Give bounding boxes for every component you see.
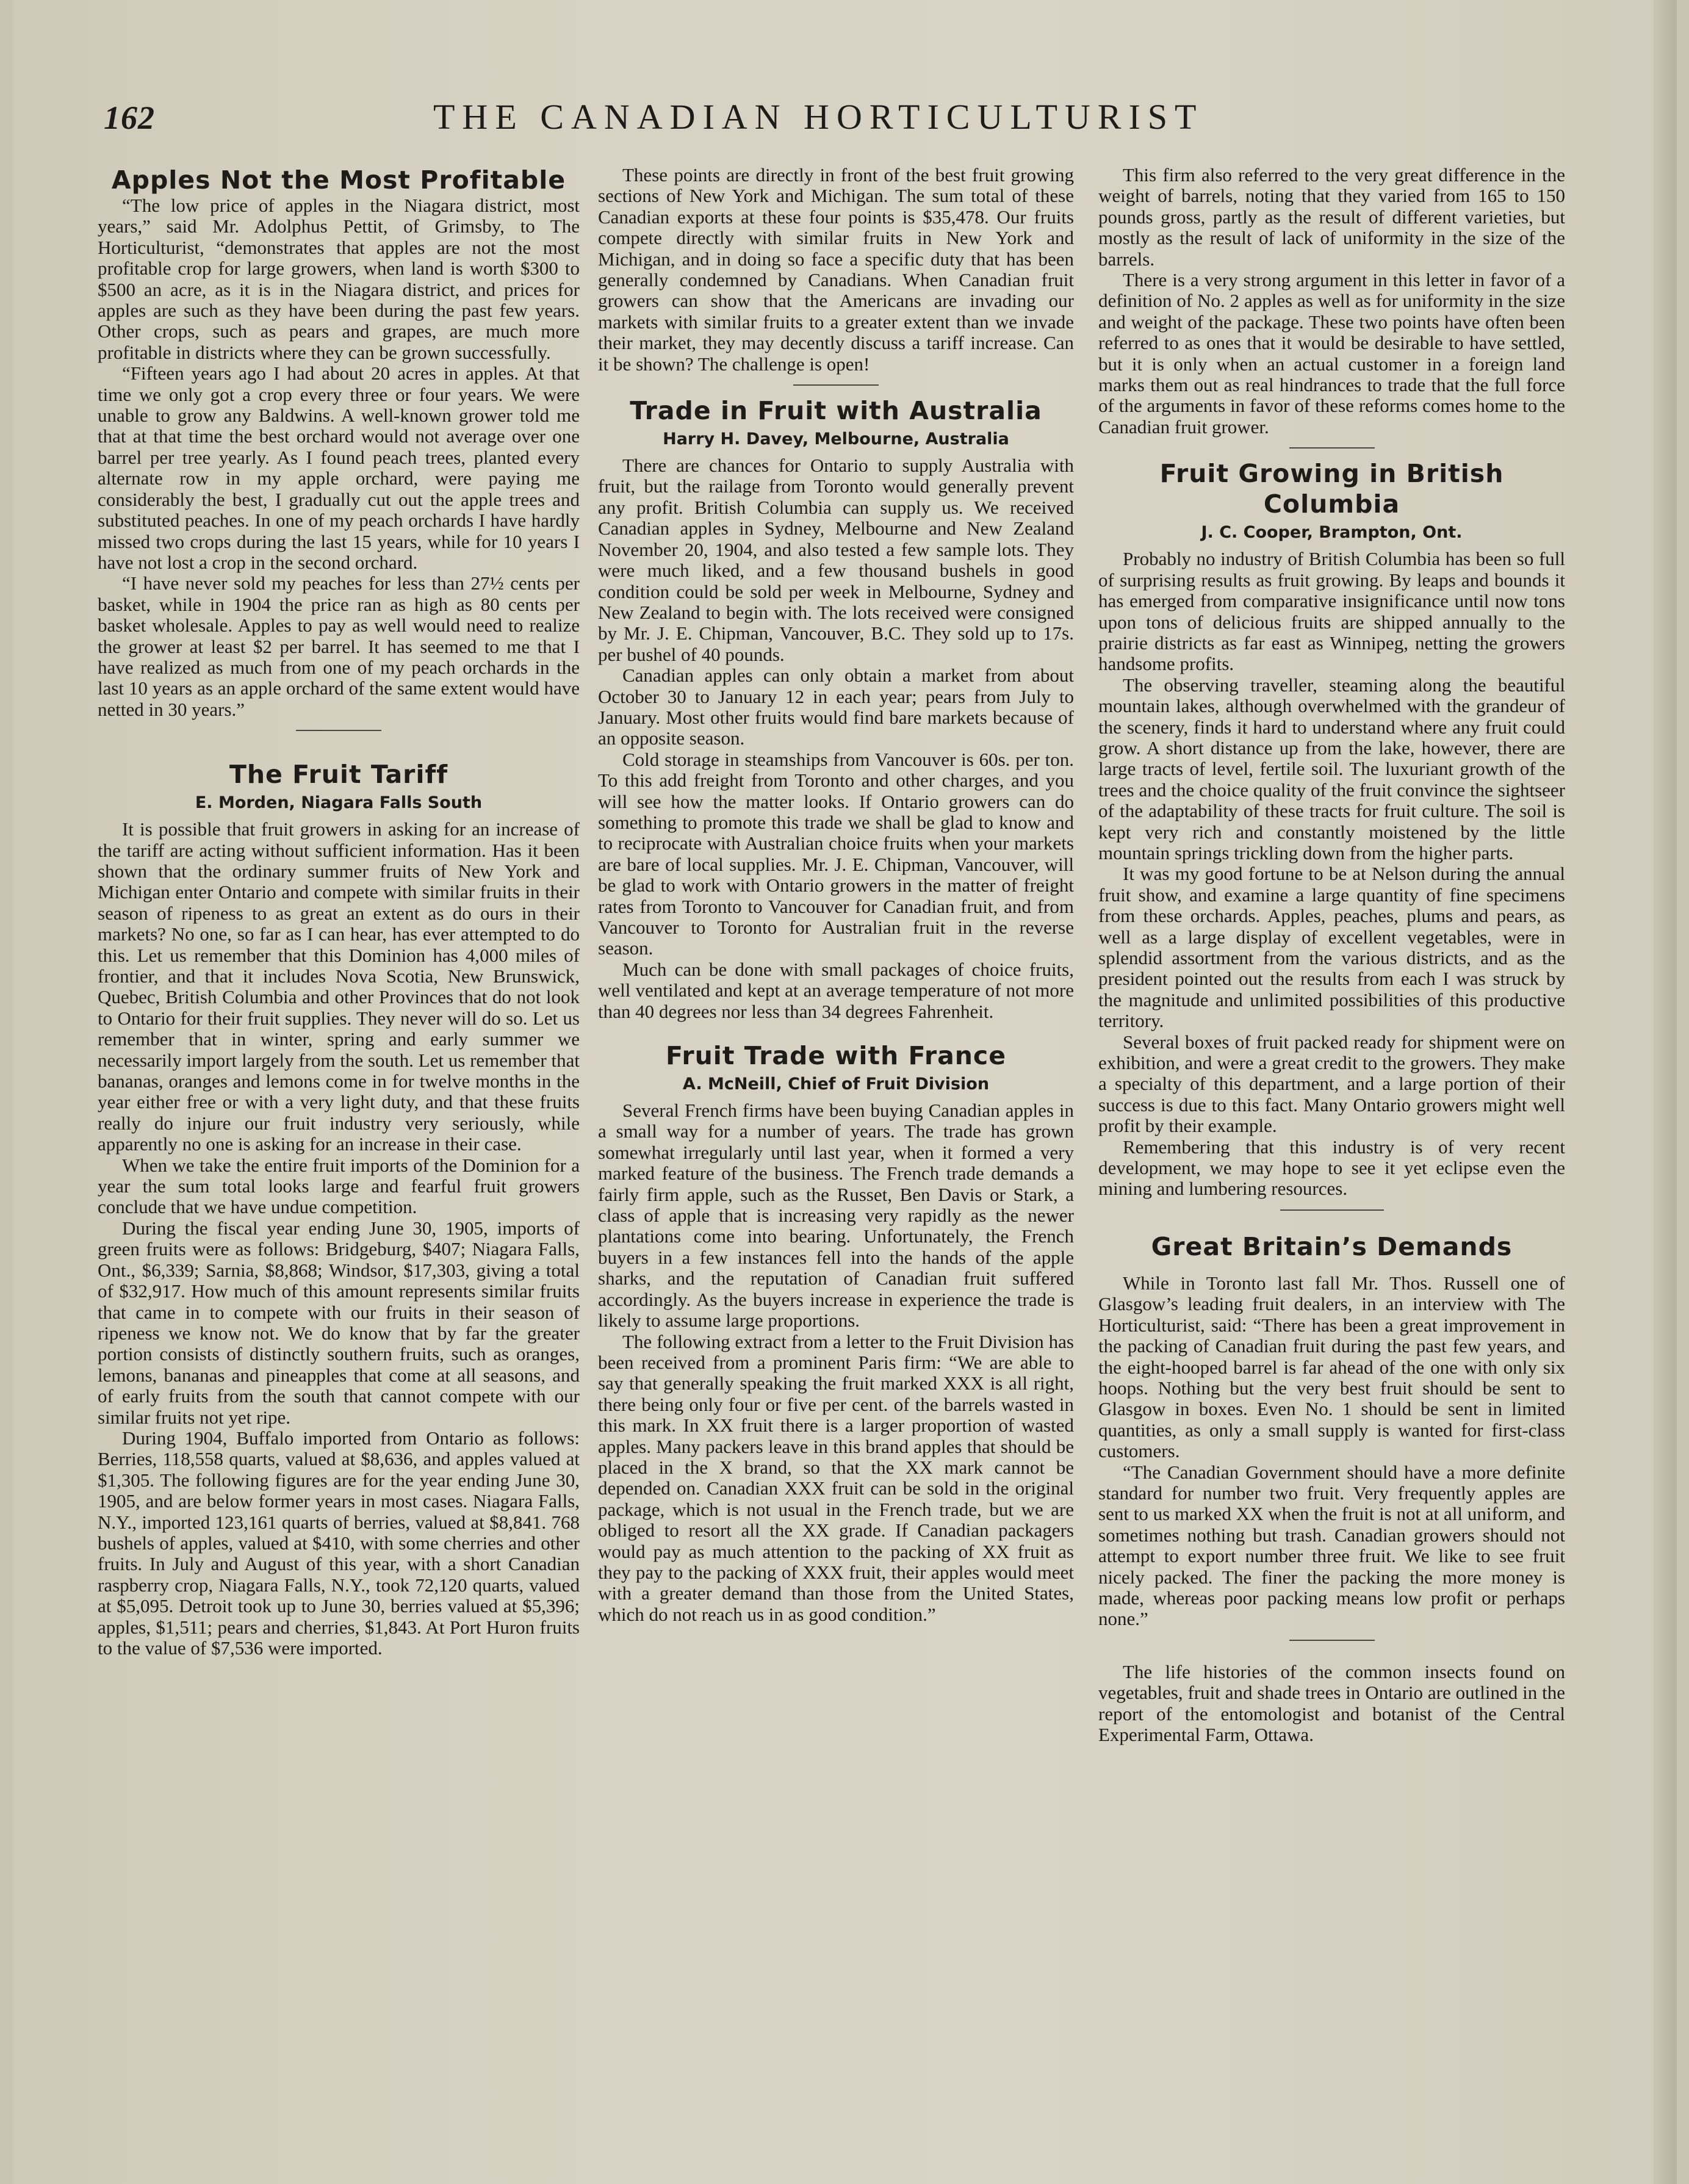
- france-paragraph-3: This firm also referred to the very great difference in the weight of barrels, noting that they varied from 165 to 150 pounds gross, partly as the result of different varieties, but mostly as the result of lack of uniformity in the size of the barrels.: [1098, 164, 1565, 270]
- byline-australia: Harry H. Davey, Melbourne, Australia: [663, 430, 1009, 449]
- byline-bc: J. C. Cooper, Brampton, Ont.: [1201, 523, 1463, 542]
- france-paragraph-1: Several French firms have been buying Canadian apples in a small way for a number of years. The trade has grown somewhat irregularly until last year, when it formed a very marked feature of the business. The French trade demands a fairly firm apple, such as the Russet, Ben Davis or Stark, a class of apple that is increasing very rapidly as the newer plantations come into bearing. Unfortunately, the French buyers in a few instances fell into the hands of the apple sharks, and the reputation of Canadian fruit suffered accordingly. As the buyers increase in experience the trade is likely to assume large proportions.: [598, 1100, 1074, 1332]
- tariff-paragraph-5: These points are directly in front of the best fruit growing sections of New York and Michigan. The sum total of these Canadian exports at these four points is $35,478. Our fruits compete directly with similar fruits in New York and Michigan, and in doing so face a specific duty that has been generally condemned by Canadians. When Canadian fruit growers can show that the Americans are invading our markets with similar fruits to a greater extent than we invade their market, they may decently discuss a tariff increase. Can it be shown? The challenge is open!: [598, 164, 1074, 375]
- page-fold-shadow: [1654, 0, 1677, 2184]
- australia-paragraph-2: Canadian apples can only obtain a market from about October 30 to January 12 in each year; pears from July to January. Most other fruits would find bare markets because of an opposite season.: [598, 665, 1074, 749]
- britain-paragraph-2: “The Canadian Government should have a more definite standard for number two fruit. Very frequently apples are sent to us marked XX when the fruit is not at all uniform, and sometimes nothing but trash. Canadian growers should not attempt to export number three fruit. We like to see fruit nicely packed. The finer the packing the more money is made, whereas poor packing means low profit or perhaps none.”: [1098, 1461, 1565, 1630]
- bc-paragraph-2: The observing traveller, steaming along the beautiful mountain lakes, although overwhelmed with the grandeur of the scenery, finds it hard to understand where any fruit could grow. A short distance up from the lake, however, there are large tracts of level, fertile soil. The luxuriant growth of the trees and the choice quality of the fruit convince the sightseer of the adaptability of these tracts for fruit culture. The soil is kept very rich and constantly moistened by the little mountain springs trickling down from the higher parts.: [1098, 674, 1565, 863]
- page-header: [104, 92, 1263, 146]
- column-2: [598, 165, 1074, 1625]
- magazine-page: [12, 0, 1677, 2184]
- bc-paragraph-4: Several boxes of fruit packed ready for shipment were on exhibition, and were a great credit to the growers. They make a specialty of this department, and a large portion of their success is due to this fact. Many Ontario growers might well profit by their example.: [1098, 1031, 1565, 1137]
- france-paragraph-2: The following extract from a letter to the Fruit Division has been received from a prominent Paris firm: “We are able to say that generally speaking the fruit marked XXX is all right, there being only four or five per cent. of the barrels wasted in this mark. In XX fruit there is a larger proportion of wasted apples. Many packers leave in this brand apples that should be placed in the X brand, so that the XX mark cannot be depended on. Canadian XXX fruit can be sold in the original package, which is not usual in the French trade, but we are obliged to resort all the XX grade. If Canadian packagers would pay as much attention to the packing of XX fruit as they pay to the packing of XXX fruit, their apples would meet with a greater demand than those from the United States, which do not reach us in as good condition.”: [598, 1330, 1074, 1625]
- section-divider: [1280, 1209, 1384, 1211]
- page-number: 162: [104, 99, 155, 136]
- tariff-paragraph-1: It is possible that fruit growers in asking for an increase of the tariff are acting without sufficient information. Has it been shown that the ordinary summer fruits of New York and Michigan enter Ontario and compete with similar fruits in their season of ripeness to as great an extent as do ours in their markets? No one, so far as I can hear, has ever attempted to do this. Let us remember that this Dominion has 4,000 miles of frontier, and that it includes Nova Scotia, New Brunswick, Quebec, British Columbia and other Provinces that do not look to Ontario for their fruit supplies. They never will do so. Let us remember that in winter, spring and early summer we necessarily import largely from the south. Let us remember that bananas, oranges and lemons come in for twelve months in the year either free or with a very light duty, and that these fruits really do injure our fruit industry very seriously, while apparently no one is asking for an increase in their case.: [98, 818, 580, 1155]
- section-divider: [296, 730, 381, 731]
- article-title-britain: Great Britain’s Demands: [1151, 1231, 1513, 1261]
- article-title-apples: Apples Not the Most Profitable: [111, 165, 566, 195]
- section-divider: [793, 384, 879, 386]
- bc-paragraph-1: Probably no industry of British Columbia has been so full of surprising results as fruit growing. By leaps and bounds it has emerged from comparative insignificance until now tons upon tons of delicious fruits are shipped annually to the prairie districts as far east as Winnipeg, netting the growers handsome profits.: [1098, 548, 1565, 675]
- section-divider: [1289, 1640, 1375, 1641]
- byline-tariff: E. Morden, Niagara Falls South: [195, 793, 483, 813]
- britain-paragraph-1: While in Toronto last fall Mr. Thos. Russell one of Glasgow’s leading fruit dealers, in an interview with The Horticulturist, said: “There has been a great improvement in the packing of Canadian fruit during the past few years, and the eight-hooped barrel is far ahead of the one with only six hoops. Nothing but the very best fruit should be sent to Glasgow in boxes. Even No. 1 should be sent in limited quantities, as only a small supply is wanted for first-class customers.: [1098, 1272, 1565, 1462]
- apples-paragraph-2: “Fifteen years ago I had about 20 acres in apples. At that time we only got a crop every three or four years. We were unable to grow any Baldwins. A well-known grower told me that at that time the best orchard would not average over one barrel per tree yearly. As I found peach trees, planted every alternate row in my apple orchard, were paying me considerably the best, I gradually cut out the apple trees and substituted peaches. In one of my peach orchards I have hardly missed two crops during the last 15 years, while for 10 years I have not lost a crop in the second orchard.: [98, 362, 580, 573]
- tariff-paragraph-2: When we take the entire fruit imports of the Dominion for a year the sum total looks large and fearful fruit growers conclude that we have undue competition.: [98, 1154, 580, 1218]
- section-divider: [1289, 447, 1375, 449]
- article-title-tariff: The Fruit Tariff: [229, 760, 448, 790]
- bc-paragraph-3: It was my good fortune to be at Nelson during the annual fruit show, and examine a large quantity of fine specimens from these orchards. Apples, peaches, plums and pears, as well as a large display of excellent vegetables, were in splendid assortment from the various districts, and as the president pointed out the results from each I was struck by the magnitude and unlimited possibilities of this productive territory.: [1098, 863, 1565, 1032]
- byline-france: A. McNeill, Chief of Fruit Division: [682, 1075, 990, 1094]
- article-title-france: Fruit Trade with France: [665, 1041, 1007, 1071]
- australia-paragraph-3: Cold storage in steamships from Vancouver is 60s. per ton. To this add freight from Toronto and other charges, and you will see how the matter looks. If Ontario growers can do something to promote this trade we shall be glad to know and to reciprocate with Australian choice fruits when your markets are bare of local supplies. Mr. J. E. Chipman, Vancouver, will be glad to work with Ontario growers in the matter of freight rates from Toronto to Vancouver for Canadian fruit, and from Vancouver to Toronto for Australian fruit in the reverse season.: [598, 748, 1074, 959]
- apples-paragraph-1: “The low price of apples in the Niagara district, most years,” said Mr. Adolphus Pettit, of Grimsby, to The Horticulturist, “demonstrates that apples are not the most profitable crop for large growers, when land is worth $300 to $500 an acre, as it is in the Niagara district, and prices for apples are such as they have been during the past few years. Other crops, such as pears and grapes, are much more profitable in districts where they can be grown successfully.: [98, 195, 580, 363]
- column-3: [1098, 165, 1565, 1745]
- tariff-paragraph-3: During the fiscal year ending June 30, 1905, imports of green fruits were as follows: Bridgeburg, $407; Niagara Falls, Ont., $6,339; Sarnia, $8,868; Windsor, $17,303, giving a total of $32,917. How much of this amount represents similar fruits that came in to compete with our fruits in their season of ripeness we know not. We do know that by far the greater portion consists of distinctly southern fruits, such as oranges, lemons, bananas and pineapples that come at all seasons, and of early fruits from the south that cannot compete with our similar fruits not yet ripe.: [98, 1217, 580, 1428]
- tariff-paragraph-4: During 1904, Buffalo imported from Ontario as follows: Berries, 118,558 quarts, valued at $8,636, and apples valued at $1,305. The following figures are for the year ending June 30, 1905, and are below former years in most cases. Niagara Falls, N.Y., imported 123,161 quarts of berries, valued at $8,841. 768 bushels of apples, valued at $410, with some cherries and other fruits. In July and August of this year, with a short Canadian raspberry crop, Niagara Falls, N.Y., took 72,120 quarts, valued at $5,095. Detroit took up to June 30, berries valued at $5,396; apples, $1,511; pears and cherries, $1,843. At Port Huron fruits to the value of $7,536 were imported.: [98, 1427, 580, 1659]
- australia-paragraph-4: Much can be done with small packages of choice fruits, well ventilated and kept at an average temperature of not more than 40 degrees nor less than 34 degrees Fahrenheit.: [598, 958, 1074, 1022]
- insects-note: The life histories of the common insects found on vegetables, fruit and shade trees in Ontario are outlined in the report of the entomologist and botanist of the Central Experimental Farm, Ottawa.: [1098, 1660, 1565, 1745]
- journal-title: THE CANADIAN HORTICULTURIST: [433, 97, 1204, 137]
- column-1: [98, 165, 580, 1659]
- bc-paragraph-5: Remembering that this industry is of very recent development, we may hope to see it yet eclipse even the mining and lumbering resources.: [1098, 1136, 1565, 1200]
- australia-paragraph-1: There are chances for Ontario to supply Australia with fruit, but the railage from Toronto would generally prevent any profit. British Columbia can supply us. We received Canadian apples in Sydney, Melbourne and New Zealand November 20, 1904, and also tested a few sample lots. They were much liked, and a few thousand bushels in good condition could be sold per week in Melbourne, Sydney and New Zealand to begin with. The lots received were consigned by Mr. J. E. Chipman, Vancouver, B.C. They sold up to 17s. per bushel of 40 pounds.: [598, 455, 1074, 665]
- article-title-australia: Trade in Fruit with Australia: [630, 396, 1042, 426]
- france-paragraph-4: There is a very strong argument in this letter in favor of a definition of No. 2 apples as well as for uniformity in the size and weight of the package. These two points have often been referred to as ones that it would be desirable to have settled, but it is only when an actual customer in a foreign land marks them out as real hindrances to trade that the full force of the arguments in favor of these reforms comes home to the Canadian fruit grower.: [1098, 269, 1565, 438]
- article-title-bc: Fruit Growing in British Columbia: [1159, 459, 1504, 519]
- apples-paragraph-3: “I have never sold my peaches for less than 27½ cents per basket, while in 1904 the price ran as high as 80 cents per basket wholesale. Apples to pay as well would need to realize the grower at least $2 per barrel. It has seemed to me that I have realized as much from one of my peach orchards in the last 10 years as an apple orchard of the same extent would have netted in 30 years.”: [98, 572, 580, 720]
